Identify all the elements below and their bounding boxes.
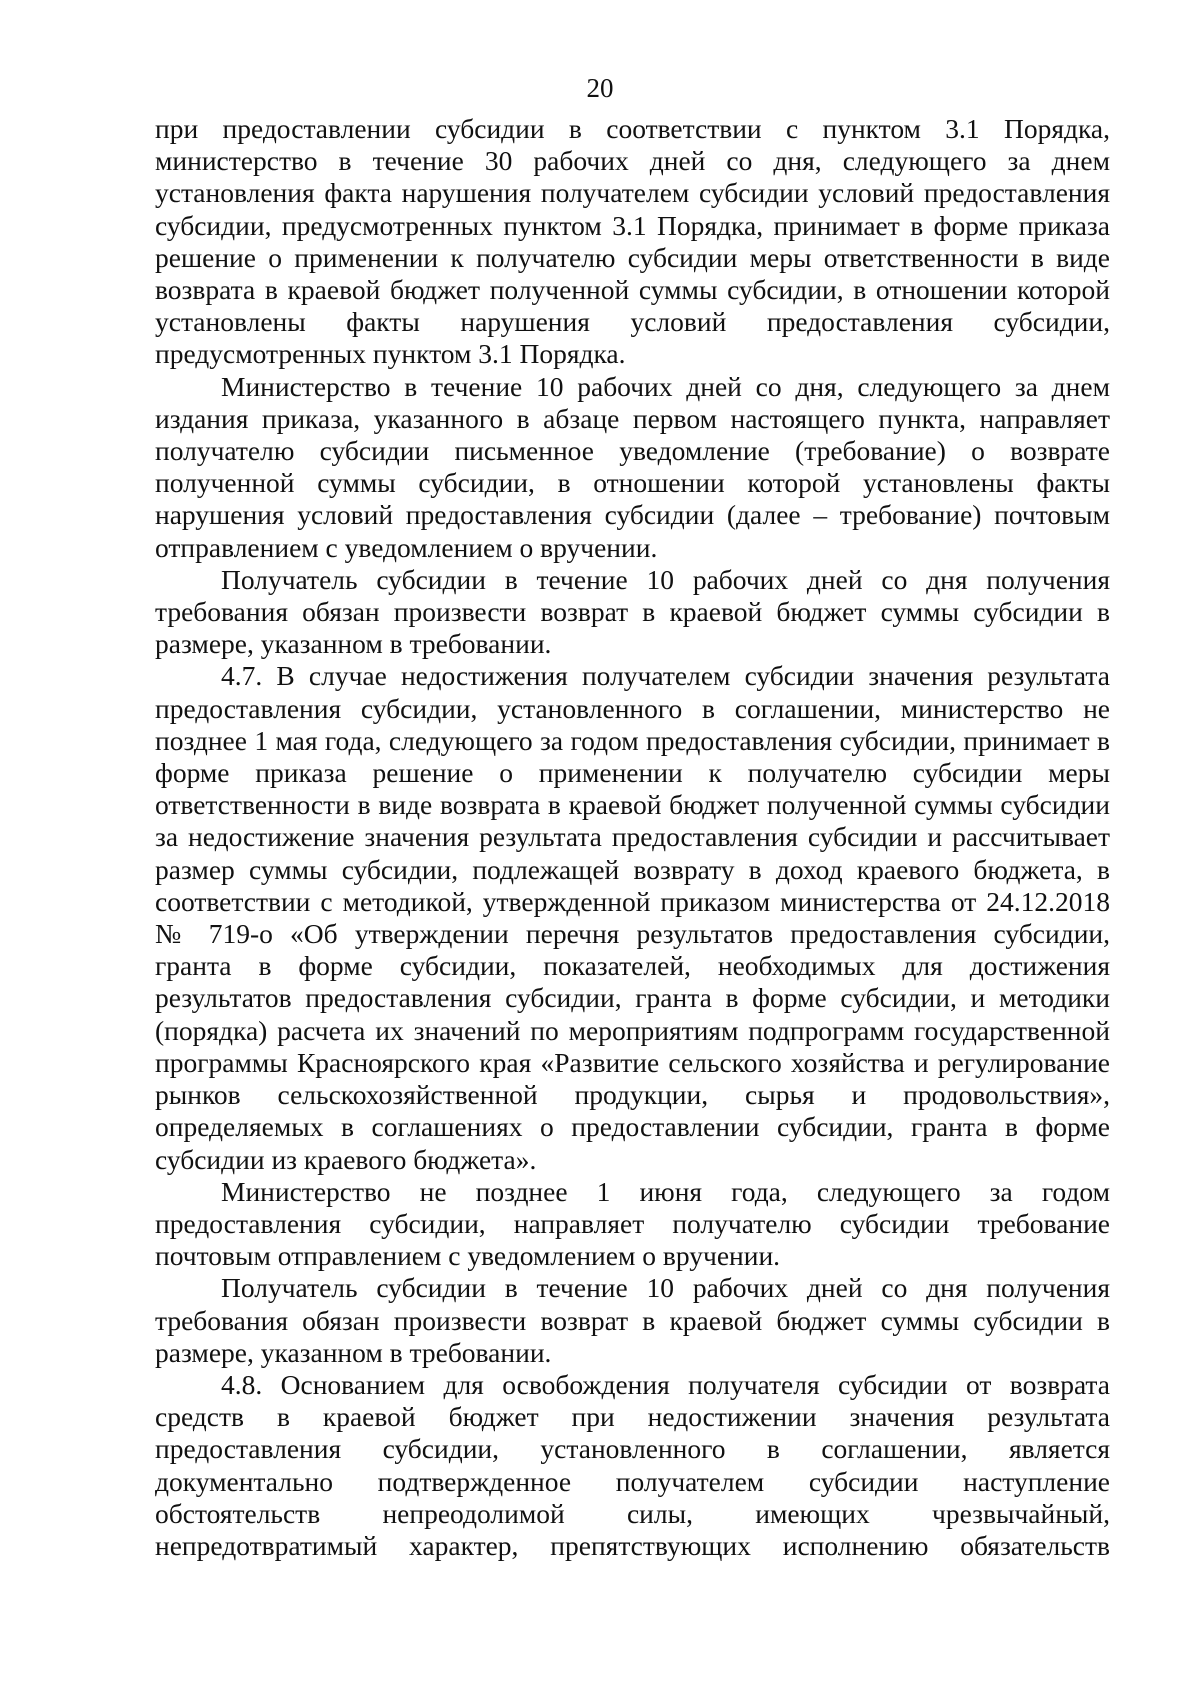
paragraph-4-7: 4.7. В случае недостижения получателем субсидии значения результата предоставления субсидии, установленного в соглашении, министерство не позднее 1 мая года, следующего за годом предоставления субсидии, принимает в форме приказа решение о применении к получателю субсидии меры ответственности в виде возврата в краевой бюджет полученной суммы субсидии за недостижение значения результата предоставления субсидии и рассчитывает размер суммы субсидии, подлежащей возврату в доход краевого бюджета, в соответствии с методикой, утвержденной приказом министерства от 24.12.2018 № 719-о «Об утверждении перечня результатов предоставления субсидии, гранта в форме субсидии, показателей, необходимых для достижения результатов предоставления субсидии, гранта в форме субсидии, и методики (порядка) расчета их значений по мероприятиям подпрограмм государственной программы Красноярского края «Развитие сельского хозяйства и регулирование рынков сельскохозяйственной продукции, сырья и продовольствия», определяемых в соглашениях о предоставлении субсидии, гранта в форме субсидии из краевого бюджета». — [155, 660, 1110, 1175]
paragraph-2: Министерство в течение 10 рабочих дней со дня, следующего за днем издания приказа, указанного в абзаце первом настоящего пункта, направляет получателю субсидии письменное уведомление (требование) о возврате полученной суммы субсидии, в отношении которой установлены факты нарушения условий предоставления субсидии (далее – требование) почтовым отправлением с уведомлением о вручении. — [155, 370, 1110, 563]
paragraph-5: Министерство не позднее 1 июня года, следующего за годом предоставления субсидии, направляет получателю субсидии требование почтовым отправлением с уведомлением о вручении. — [155, 1175, 1110, 1272]
page-number: 20 — [586, 73, 614, 103]
paragraph-4-8: 4.8. Основанием для освобождения получателя субсидии от возврата средств в краевой бюджет при недостижении значения результата предоставления субсидии, установленного в соглашении, является документально подтвержденное получателем субсидии наступление обстоятельств непреодолимой силы, имеющих чрезвычайный, непредотвратимый характер, препятствующих исполнению обязательств — [155, 1368, 1110, 1561]
paragraph-3: Получатель субсидии в течение 10 рабочих дней со дня получения требования обязан произвести возврат в краевой бюджет суммы субсидии в размере, указанном в требовании. — [155, 563, 1110, 660]
paragraph-6: Получатель субсидии в течение 10 рабочих дней со дня получения требования обязан произвести возврат в краевой бюджет суммы субсидии в размере, указанном в требовании. — [155, 1272, 1110, 1368]
document-body — [155, 113, 1110, 1562]
paragraph-1: при предоставлении субсидии в соответствии с пунктом 3.1 Порядка, министерство в течение 30 рабочих дней со дня, следующего за днем установления факта нарушения получателем субсидии условий предоставления субсидии, предусмотренных пунктом 3.1 Порядка, принимает в форме приказа решение о применении к получателю субсидии меры ответственности в виде возврата в краевой бюджет полученной суммы субсидии, в отношении которой установлены факты нарушения условий предоставления субсидии, предусмотренных пунктом 3.1 Порядка. — [155, 113, 1110, 370]
